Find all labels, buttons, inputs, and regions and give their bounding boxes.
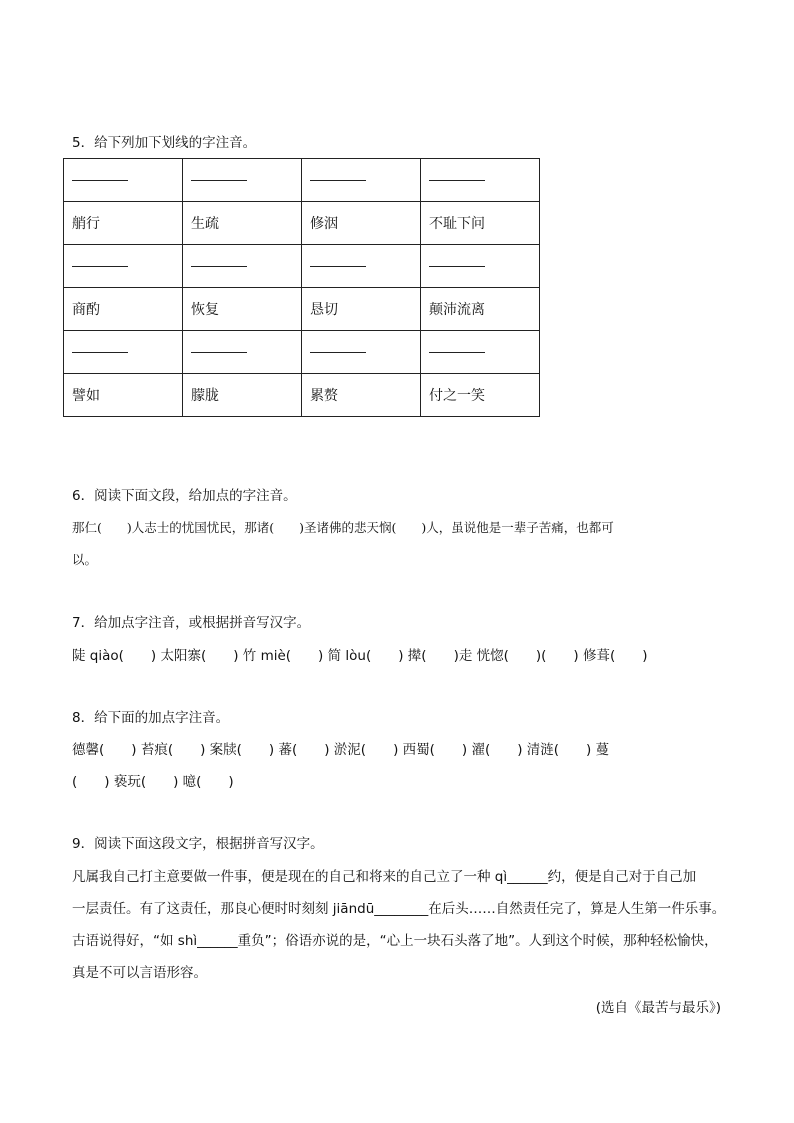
answer-blank-line	[72, 180, 128, 181]
q9-paragraph-line2: 一层责任。有了这责任，那良心便时时刻刻 jiāndū________在后头……自然责任完了，算是人生第一件乐事。	[72, 901, 726, 917]
q9-source: (选自《最苦与最乐》)	[595, 1000, 721, 1016]
table-row	[64, 331, 540, 374]
table-row	[64, 159, 540, 202]
answer-blank-line	[429, 266, 485, 267]
word-cell: 生疏	[183, 202, 302, 245]
q7-items: 陡 qiào( ) 太阳寨( ) 竹 miè( ) 简 lòu( ) 撵( )走 恍惚( )( ) 修葺( )	[72, 648, 648, 664]
table-row	[64, 374, 540, 417]
word-cell: 朦胧	[183, 374, 302, 417]
answer-blank-line	[72, 352, 128, 353]
word-cell: 商酌	[64, 288, 183, 331]
answer-blank-line	[191, 180, 247, 181]
answer-blank-cell	[302, 245, 421, 288]
word-cell: 恳切	[302, 288, 421, 331]
q9-paragraph-line4: 真是不可以言语形容。	[72, 965, 207, 981]
q6-title: 6．阅读下面文段，给加点的字注音。	[72, 488, 297, 504]
q5-table	[63, 158, 540, 417]
answer-blank-line	[310, 352, 366, 353]
word-cell: 颠沛流离	[421, 288, 540, 331]
word-cell: 修洇	[302, 202, 421, 245]
answer-blank-line	[191, 266, 247, 267]
word-cell: 恢复	[183, 288, 302, 331]
answer-blank-line	[429, 180, 485, 181]
q9-paragraph-line3: 古语说得好，“如 shì______重负”；俗语亦说的是，“心上一块石头落了地”。人到这个时候，那种轻松愉快，	[72, 933, 718, 949]
q6-passage-line1: 那仁( )人志士的忧国忧民，那诸( )圣诸佛的悲天悯( )人，虽说他是一辈子苦痛，也都可	[72, 520, 614, 535]
answer-blank-cell	[421, 331, 540, 374]
answer-blank-cell	[64, 331, 183, 374]
q8-items-line1: 德馨( ) 苔痕( ) 案牍( ) 蕃( ) 淤泥( ) 西蜀( ) 濯( ) 清涟( ) 蔓	[72, 742, 610, 758]
table-row	[64, 245, 540, 288]
answer-blank-cell	[421, 159, 540, 202]
answer-blank-line	[429, 352, 485, 353]
table-row	[64, 288, 540, 331]
q7-title: 7．给加点字注音，或根据拼音写汉字。	[72, 615, 311, 631]
answer-blank-cell	[183, 159, 302, 202]
answer-blank-line	[310, 266, 366, 267]
q8-items-line2: ( ) 亵玩( ) 噫( )	[72, 774, 234, 790]
answer-blank-line	[72, 266, 128, 267]
word-cell: 不耻下问	[421, 202, 540, 245]
answer-blank-cell	[302, 159, 421, 202]
table-row	[64, 202, 540, 245]
q9-title: 9．阅读下面这段文字，根据拼音写汉字。	[72, 836, 324, 852]
word-cell: 累赘	[302, 374, 421, 417]
answer-blank-cell	[183, 331, 302, 374]
answer-blank-cell	[302, 331, 421, 374]
word-cell: 譬如	[64, 374, 183, 417]
q8-title: 8．给下面的加点字注音。	[72, 710, 230, 726]
answer-blank-cell	[64, 245, 183, 288]
answer-blank-cell	[421, 245, 540, 288]
answer-blank-line	[310, 180, 366, 181]
q5-title: 5．给下列加下划线的字注音。	[72, 135, 257, 151]
answer-blank-cell	[64, 159, 183, 202]
q9-paragraph-line1: 凡属我自己打主意要做一件事，便是现在的自己和将来的自己立了一种 qì______约，便是自己对于自己加	[72, 869, 697, 885]
word-cell: 付之一笑	[421, 374, 540, 417]
answer-blank-cell	[183, 245, 302, 288]
word-cell: 艄行	[64, 202, 183, 245]
q6-passage-line2: 以。	[72, 552, 98, 567]
answer-blank-line	[191, 352, 247, 353]
